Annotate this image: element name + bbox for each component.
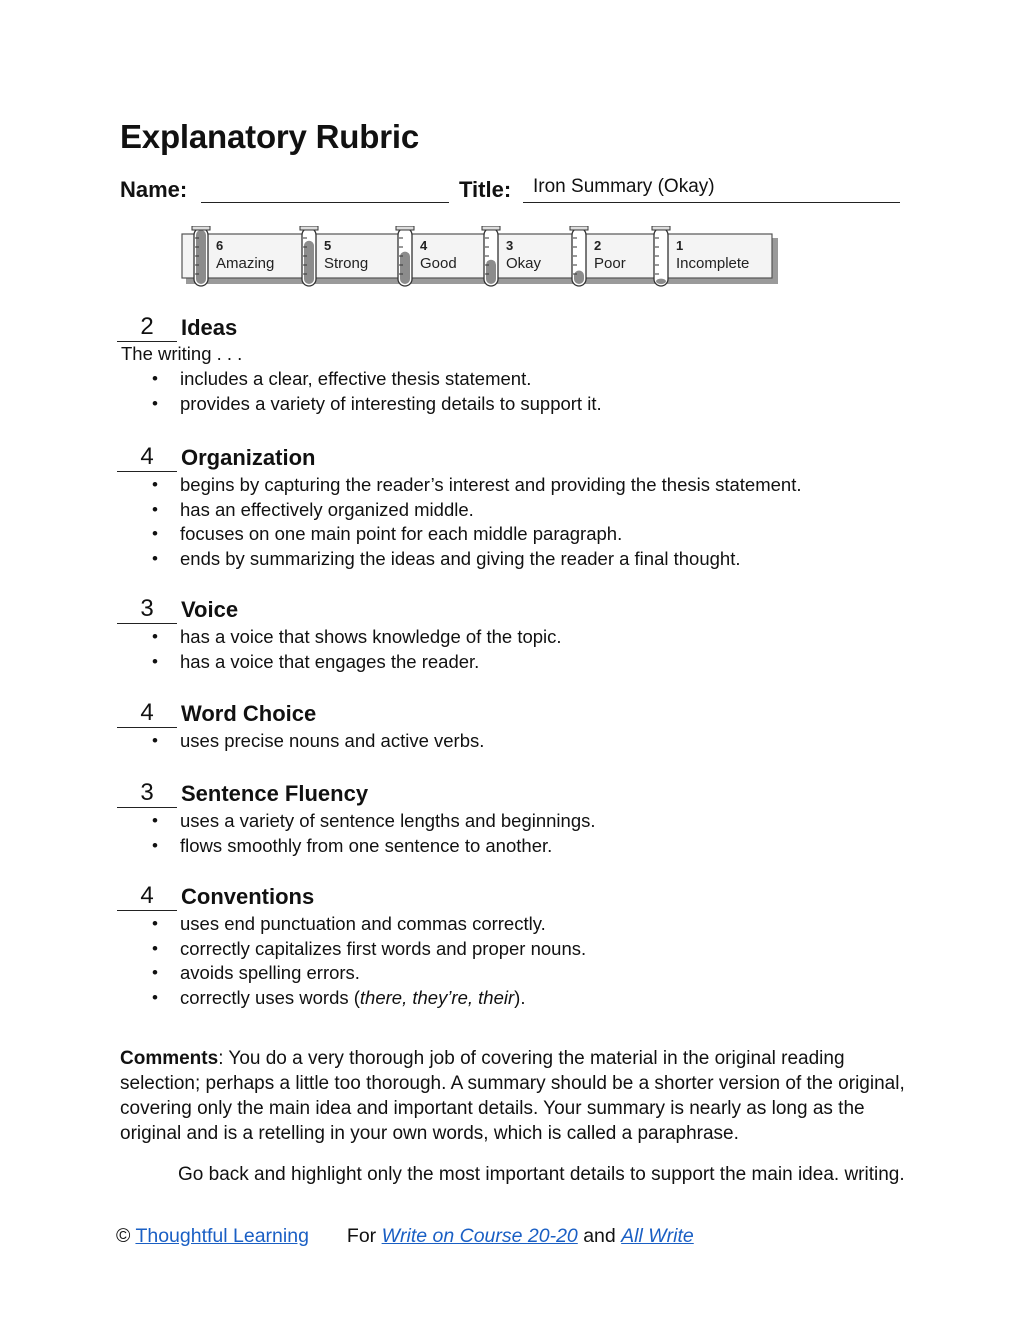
scale-number: 6 bbox=[216, 238, 224, 253]
scale-number: 1 bbox=[676, 238, 684, 253]
scale-number: 3 bbox=[506, 238, 514, 253]
comments-label: Comments bbox=[120, 1048, 219, 1069]
criteria-list bbox=[120, 367, 602, 416]
criteria-item: • ends by summarizing the ideas and giving the reader a final thought. bbox=[120, 547, 802, 572]
section-title: Organization bbox=[181, 445, 316, 470]
section-intro: The writing . . . bbox=[121, 343, 243, 364]
criteria-item-emphasis: there, they’re, their bbox=[359, 986, 515, 1008]
criteria-list bbox=[120, 912, 586, 1010]
section-title: Word Choice bbox=[181, 701, 317, 726]
criteria-item: • provides a variety of interesting details to support it. bbox=[120, 392, 602, 417]
scale-label: Good bbox=[420, 255, 457, 272]
score-field[interactable]: 4 bbox=[117, 443, 177, 472]
scale-number: 4 bbox=[420, 238, 428, 253]
score-field[interactable]: 4 bbox=[117, 699, 177, 728]
score-field[interactable]: 4 bbox=[117, 882, 177, 911]
criteria-item: • avoids spelling errors. bbox=[120, 961, 586, 986]
score-field[interactable]: 2 bbox=[117, 313, 177, 342]
section-title: Voice bbox=[181, 597, 239, 622]
comments-paragraph bbox=[120, 1046, 910, 1146]
score-field[interactable]: 3 bbox=[117, 595, 177, 624]
section-title: Conventions bbox=[181, 884, 315, 909]
criteria-list bbox=[120, 809, 596, 858]
criteria-item: • uses precise nouns and active verbs. bbox=[120, 729, 484, 754]
scale-tube bbox=[570, 226, 588, 286]
title-field[interactable] bbox=[523, 202, 900, 203]
comments-text: : You do a very thorough job of covering the material in the original reading selection; perhaps a little too thorough. A summary should be a shorter version of the original, covering only the main idea and important details. Your summary is nearly as long as the original and is a retelling in your own words, which is called a paraphrase. bbox=[120, 1048, 905, 1144]
criteria-item: • correctly capitalizes first words and proper nouns. bbox=[120, 937, 586, 962]
criteria-item-text: correctly uses words ( bbox=[180, 986, 360, 1008]
criteria-item: • has a voice that engages the reader. bbox=[120, 650, 562, 675]
criteria-item: • uses a variety of sentence lengths and beginnings. bbox=[120, 809, 596, 834]
title-value: Iron Summary (Okay) bbox=[533, 176, 715, 197]
section-title: Sentence Fluency bbox=[181, 781, 369, 806]
criteria-item bbox=[120, 986, 586, 1011]
scale-tube bbox=[300, 226, 318, 286]
scale-tube bbox=[482, 226, 500, 286]
scale-label: Okay bbox=[506, 255, 542, 272]
thoughtful-learning-link[interactable]: Thoughtful Learning bbox=[135, 1225, 309, 1247]
title-label: Title: bbox=[459, 177, 512, 202]
criteria-item: • focuses on one main point for each middle paragraph. bbox=[120, 522, 802, 547]
criteria-item: • flows smoothly from one sentence to another. bbox=[120, 834, 596, 859]
scale-label: Poor bbox=[594, 255, 626, 272]
section-title: Ideas bbox=[181, 315, 238, 340]
criteria-list bbox=[120, 625, 562, 674]
criteria-list bbox=[120, 473, 802, 571]
criteria-item: • uses end punctuation and commas correctly. bbox=[120, 912, 586, 937]
criteria-item: • begins by capturing the reader’s interest and providing the thesis statement. bbox=[120, 473, 802, 498]
scale-tube bbox=[396, 226, 414, 286]
footer bbox=[116, 1225, 694, 1248]
scale-tube bbox=[652, 226, 670, 286]
scale-label: Amazing bbox=[216, 255, 275, 272]
criteria-item: • has a voice that shows knowledge of the topic. bbox=[120, 625, 562, 650]
scale-number: 2 bbox=[594, 238, 602, 253]
scale-label: Strong bbox=[324, 255, 369, 272]
page-title: Explanatory Rubric bbox=[120, 118, 419, 155]
criteria-item-text: ). bbox=[514, 986, 526, 1008]
name-label: Name: bbox=[120, 177, 188, 202]
scale-number: 5 bbox=[324, 238, 332, 253]
footer-for-text: For bbox=[346, 1225, 377, 1247]
write-on-course-link[interactable]: Write on Course 20-20 bbox=[381, 1225, 578, 1247]
scale-tube bbox=[192, 226, 210, 286]
criteria-item: • has an effectively organized middle. bbox=[120, 498, 802, 523]
rating-scale bbox=[180, 226, 780, 292]
scale-label: Incomplete bbox=[676, 255, 750, 272]
copyright-symbol: © bbox=[116, 1225, 131, 1247]
criteria-list bbox=[120, 729, 484, 754]
name-field[interactable] bbox=[201, 202, 449, 203]
comments-paragraph-2: Go back and highlight only the most important details to support the main idea. writing. bbox=[178, 1164, 905, 1185]
all-write-link[interactable]: All Write bbox=[621, 1225, 694, 1247]
footer-and-text: and bbox=[583, 1225, 616, 1247]
criteria-item: • includes a clear, effective thesis statement. bbox=[120, 367, 602, 392]
score-field[interactable]: 3 bbox=[117, 779, 177, 808]
rating-scale-graphic bbox=[180, 226, 780, 292]
